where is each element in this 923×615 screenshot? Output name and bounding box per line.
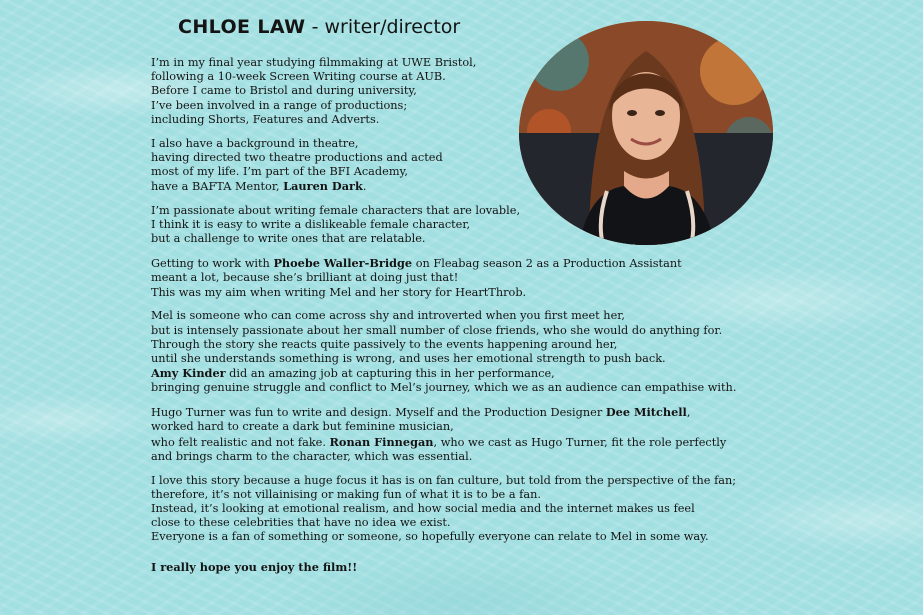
text-line: therefore, it’s not villainising or making fun of what it is to be a fan. [151,487,541,501]
text-line: but a challenge to write ones that are relatable. [151,232,426,246]
bio-paragraph [151,474,736,545]
mentor-name: Lauren Dark [283,179,363,194]
bio-paragraph [151,309,736,395]
text-line [151,366,736,381]
text-line: close to these celebrities that have no idea we exist. [151,516,451,530]
bio-paragraph [151,56,736,127]
text-line: I think it is easy to write a dislikeable female character, [151,218,471,232]
bio-paragraph [151,137,736,195]
text-segment: who felt realistic and not fake. [151,435,330,449]
text-line: until she understands something is wrong, and uses her emotional strength to push back. [151,352,666,366]
text-line: I’m in my final year studying filmmaking at UWE Bristol, [151,56,477,69]
text-segment: have a BAFTA Mentor, [151,180,284,194]
text-line: having directed two theatre productions and acted [151,150,443,164]
actor-name: Amy Kinder [151,366,226,381]
text-line [151,256,736,271]
bio-paragraph [151,256,736,300]
text-line: following a 10-week Screen Writing course at AUB. [151,70,446,84]
text-line: Before I came to Bristol and during university, [151,84,417,98]
text-segment: , [686,406,691,420]
text-line: I’m passionate about writing female characters that are lovable, [151,204,521,218]
page-title [178,16,460,38]
text-segment: , who we cast as Hugo Turner, fit the role perfectly [433,435,727,449]
text-line: I love this story because a huge focus it has is on fan culture, but told from the perspective of the fan; [151,473,737,487]
bio-paragraph [151,405,736,464]
author-name: CHLOE LAW [178,16,306,38]
text-line: Mel is someone who can come across shy and introverted when you first meet her, [151,309,626,323]
person-name: Phoebe Waller-Bridge [273,256,413,271]
text-line: I’ve been involved in a range of productions; [151,98,408,112]
closing-line: I really hope you enjoy the film!! [151,559,358,574]
text-segment: on Fleabag season 2 as a Production Assistant [412,257,682,271]
text-line: I also have a background in theatre, [151,136,359,150]
text-segment: Getting to work with [151,257,274,271]
title-separator: - [305,16,325,38]
author-role: writer/director [324,16,461,38]
text-line: including Shorts, Features and Adverts. [151,112,380,126]
text-line: meant a lot, because she’s brilliant at doing just that! [151,271,459,285]
text-segment: Hugo Turner was fun to write and design. Myself and the Production Designer [151,406,606,420]
text-line: Instead, it’s looking at emotional realism, and how social media and the internet makes us feel [151,502,695,516]
text-segment: did an amazing job at capturing this in her performance, [225,367,555,381]
text-line: but is intensely passionate about her small number of close friends, who she would do anything for. [151,323,723,337]
text-line: most of my life. I’m part of the BFI Academy, [151,165,409,179]
text-segment: . [362,180,367,194]
text-line: and brings charm to the character, which was essential. [151,449,473,463]
text-line [151,435,736,450]
text-line: Through the story she reacts quite passively to the events happening around her, [151,337,618,351]
text-line: bringing genuine struggle and conflict to Mel’s journey, which we as an audience can empathise with. [151,381,737,395]
text-line: Everyone is a fan of something or someone, so hopefully everyone can relate to Mel in some way. [151,530,709,544]
designer-name: Dee Mitchell [605,405,687,420]
text-line [151,179,736,194]
text-line [151,405,736,420]
text-line: This was my aim when writing Mel and her story for HeartThrob. [151,285,527,299]
bio-paragraph [151,204,736,247]
text-line: worked hard to create a dark but feminine musician, [151,420,454,434]
actor-name: Ronan Finnegan [329,434,434,449]
bio-text [151,56,736,574]
